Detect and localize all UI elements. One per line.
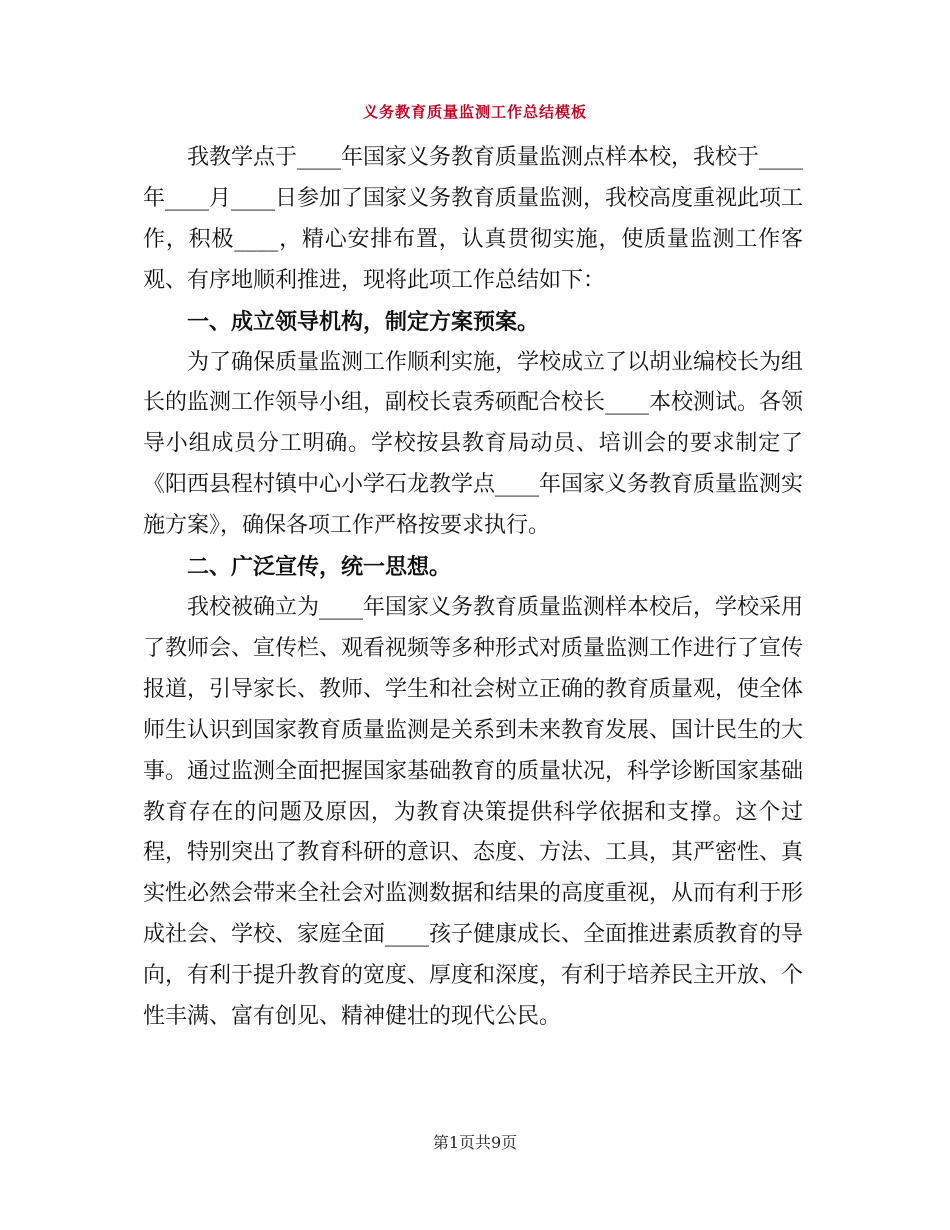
paragraph-intro: 我教学点于____年国家义务教育质量监测点样本校，我校于____年____月____日参加了国家义务教育质量监测，我校高度重视此项工作，积极____，精心安排布置，认真贯彻实施，使质量监测工作客观、有序地顺利推进，现将此项工作总结如下： — [143, 145, 804, 293]
section-heading-1: 一、成立领导机构，制定方案预案。 — [187, 308, 540, 335]
section-heading-2: 二、广泛宣传，统一思想。 — [187, 554, 452, 581]
document-body — [143, 138, 803, 1038]
paragraph-section-2: 我校被确立为____年国家义务教育质量监测样本校后，学校采用了教师会、宣传栏、观看视频等多种形式对质量监测工作进行了宣传报道，引导家长、教师、学生和社会树立正确的教育质量观，使全体师生认识到国家教育质量监测是关系到未来教育发展、国计民生的大事。通过监测全面把握国家基础教育的质量状况，科学诊断国家基础教育存在的问题及原因，为教育决策提供科学依据和支撑。这个过程，特别突出了教育科研的意识、态度、方法、工具，其严密性、真实性必然会带来全社会对监测数据和结果的高度重视，从而有利于形成社会、学校、家庭全面____孩子健康成长、全面推进素质教育的导向，有利于提升教育的宽度、厚度和深度，有利于培养民主开放、个性丰满、富有创见、精神健壮的现代公民。 — [143, 594, 804, 1030]
paragraph-section-1: 为了确保质量监测工作顺利实施，学校成立了以胡业编校长为组长的监测工作领导小组，副校长袁秀硕配合校长____本校测试。各领导小组成员分工明确。学校按县教育局动员、培训会的要求制定了《阳西县程村镇中心小学石龙教学点____年国家义务教育质量监测实施方案》，确保各项工作严格按要求执行。 — [143, 349, 804, 539]
document-title: 义务教育质量监测工作总结模板 — [362, 103, 587, 121]
page-number-footer: 第1页共9页 — [432, 1133, 518, 1152]
